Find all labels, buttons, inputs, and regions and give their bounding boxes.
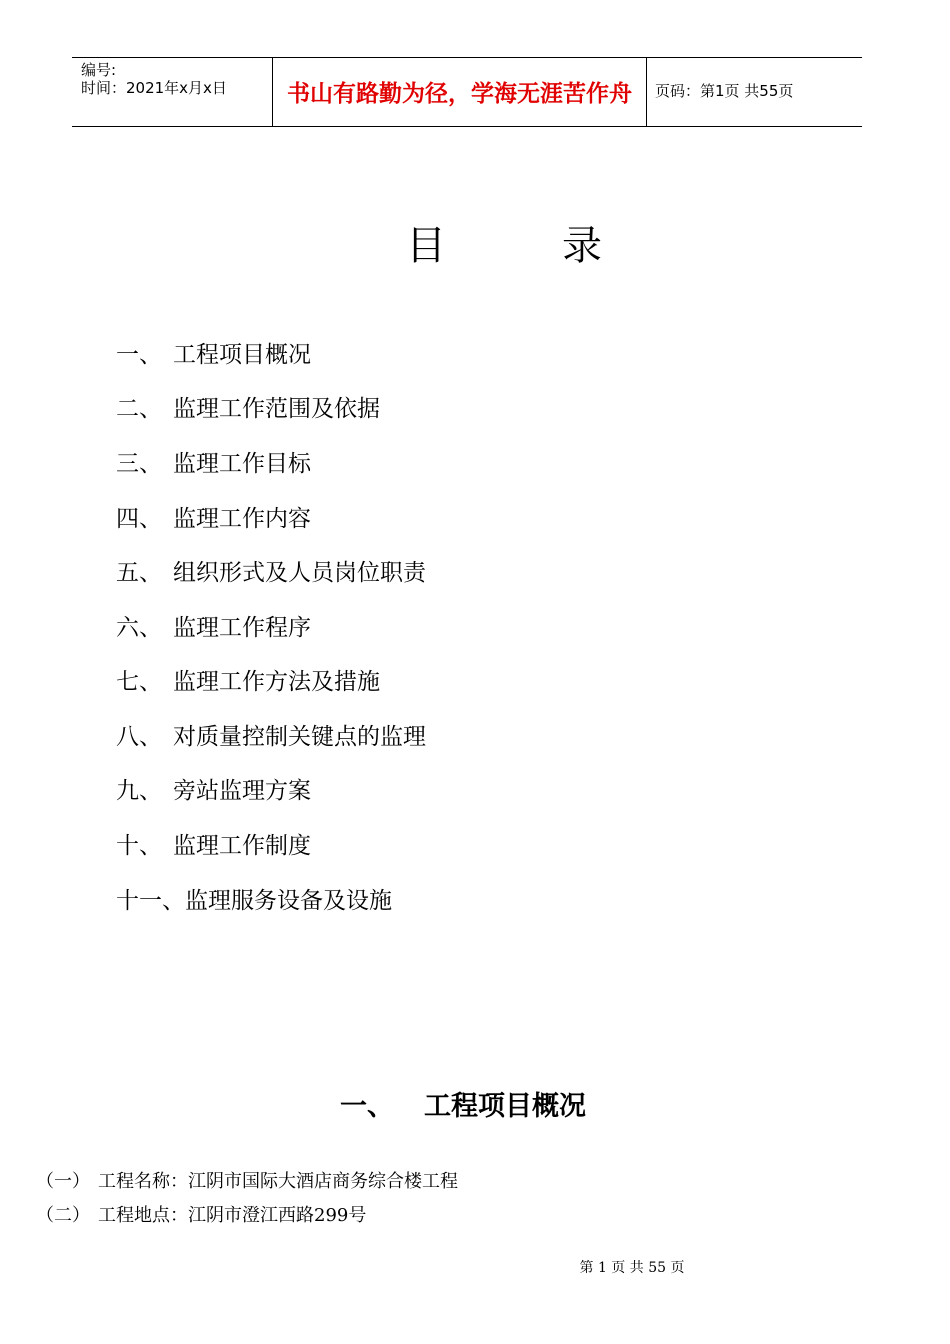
number-label: 编号: xyxy=(81,61,117,79)
toc-item-label: 对质量控制关键点的监理 xyxy=(173,724,426,750)
toc-item[interactable] xyxy=(116,832,311,860)
toc-item[interactable] xyxy=(116,450,311,478)
toc-title-char: 目 xyxy=(406,223,504,269)
toc-item-number: 三、 xyxy=(116,451,162,477)
toc-item[interactable] xyxy=(116,614,311,642)
toc-item-number: 六、 xyxy=(116,615,162,641)
toc-item[interactable] xyxy=(116,341,311,369)
toc-item-number: 九、 xyxy=(116,778,162,804)
toc-item-label: 监理工作制度 xyxy=(173,833,311,859)
toc-item-number: 四、 xyxy=(116,506,162,532)
toc-item-label: 旁站监理方案 xyxy=(173,778,311,804)
toc-item[interactable] xyxy=(116,723,426,751)
page-header xyxy=(72,57,862,127)
toc-item-label: 监理工作程序 xyxy=(173,615,311,641)
header-middle-cell xyxy=(273,58,647,126)
detail-index: （二） xyxy=(36,1205,90,1226)
toc-item-label: 监理服务设备及设施 xyxy=(185,888,392,914)
toc-item-number: 二、 xyxy=(116,396,162,422)
toc-item[interactable] xyxy=(116,505,311,533)
page-footer: 第 1 页 共 55 页 xyxy=(579,1260,685,1276)
section-title: 工程项目概况 xyxy=(424,1091,586,1122)
toc-item-label: 监理工作方法及措施 xyxy=(173,669,380,695)
detail-text: 工程名称：江阴市国际大酒店商务综合楼工程 xyxy=(98,1171,458,1192)
header-right-cell xyxy=(647,58,862,126)
header-left-cell xyxy=(72,58,273,126)
toc-item-label: 监理工作范围及依据 xyxy=(173,396,380,422)
toc-item-label: 工程项目概况 xyxy=(173,342,311,368)
toc-title-char: 录 xyxy=(562,223,660,269)
project-detail-line xyxy=(36,1171,458,1193)
toc-item-label: 监理工作内容 xyxy=(173,506,311,532)
project-detail-line xyxy=(36,1205,366,1227)
toc-item[interactable] xyxy=(116,668,380,696)
toc-item-number: 一、 xyxy=(116,342,162,368)
toc-item-number: 五、 xyxy=(116,560,162,586)
toc-item-number: 十一、 xyxy=(116,888,185,914)
detail-index: （一） xyxy=(36,1171,90,1192)
section-number: 一、 xyxy=(340,1091,394,1122)
header-motto: 书山有路勤为径，学海无涯苦作舟 xyxy=(287,81,632,107)
time-label: 时间：2021年x月x日 xyxy=(81,79,227,97)
toc-item-number: 八、 xyxy=(116,724,162,750)
toc-item[interactable] xyxy=(116,559,426,587)
toc-item[interactable] xyxy=(116,887,392,915)
toc-item-label: 组织形式及人员岗位职责 xyxy=(173,560,426,586)
toc-item-label: 监理工作目标 xyxy=(173,451,311,477)
toc-item[interactable] xyxy=(116,395,380,423)
toc-title xyxy=(0,222,950,270)
toc-item-number: 十、 xyxy=(116,833,162,859)
toc-item-number: 七、 xyxy=(116,669,162,695)
toc-item[interactable] xyxy=(116,777,311,805)
detail-text: 工程地点：江阴市澄江西路299号 xyxy=(98,1205,367,1226)
header-page-info: 页码：第1页 共55页 xyxy=(655,82,794,100)
